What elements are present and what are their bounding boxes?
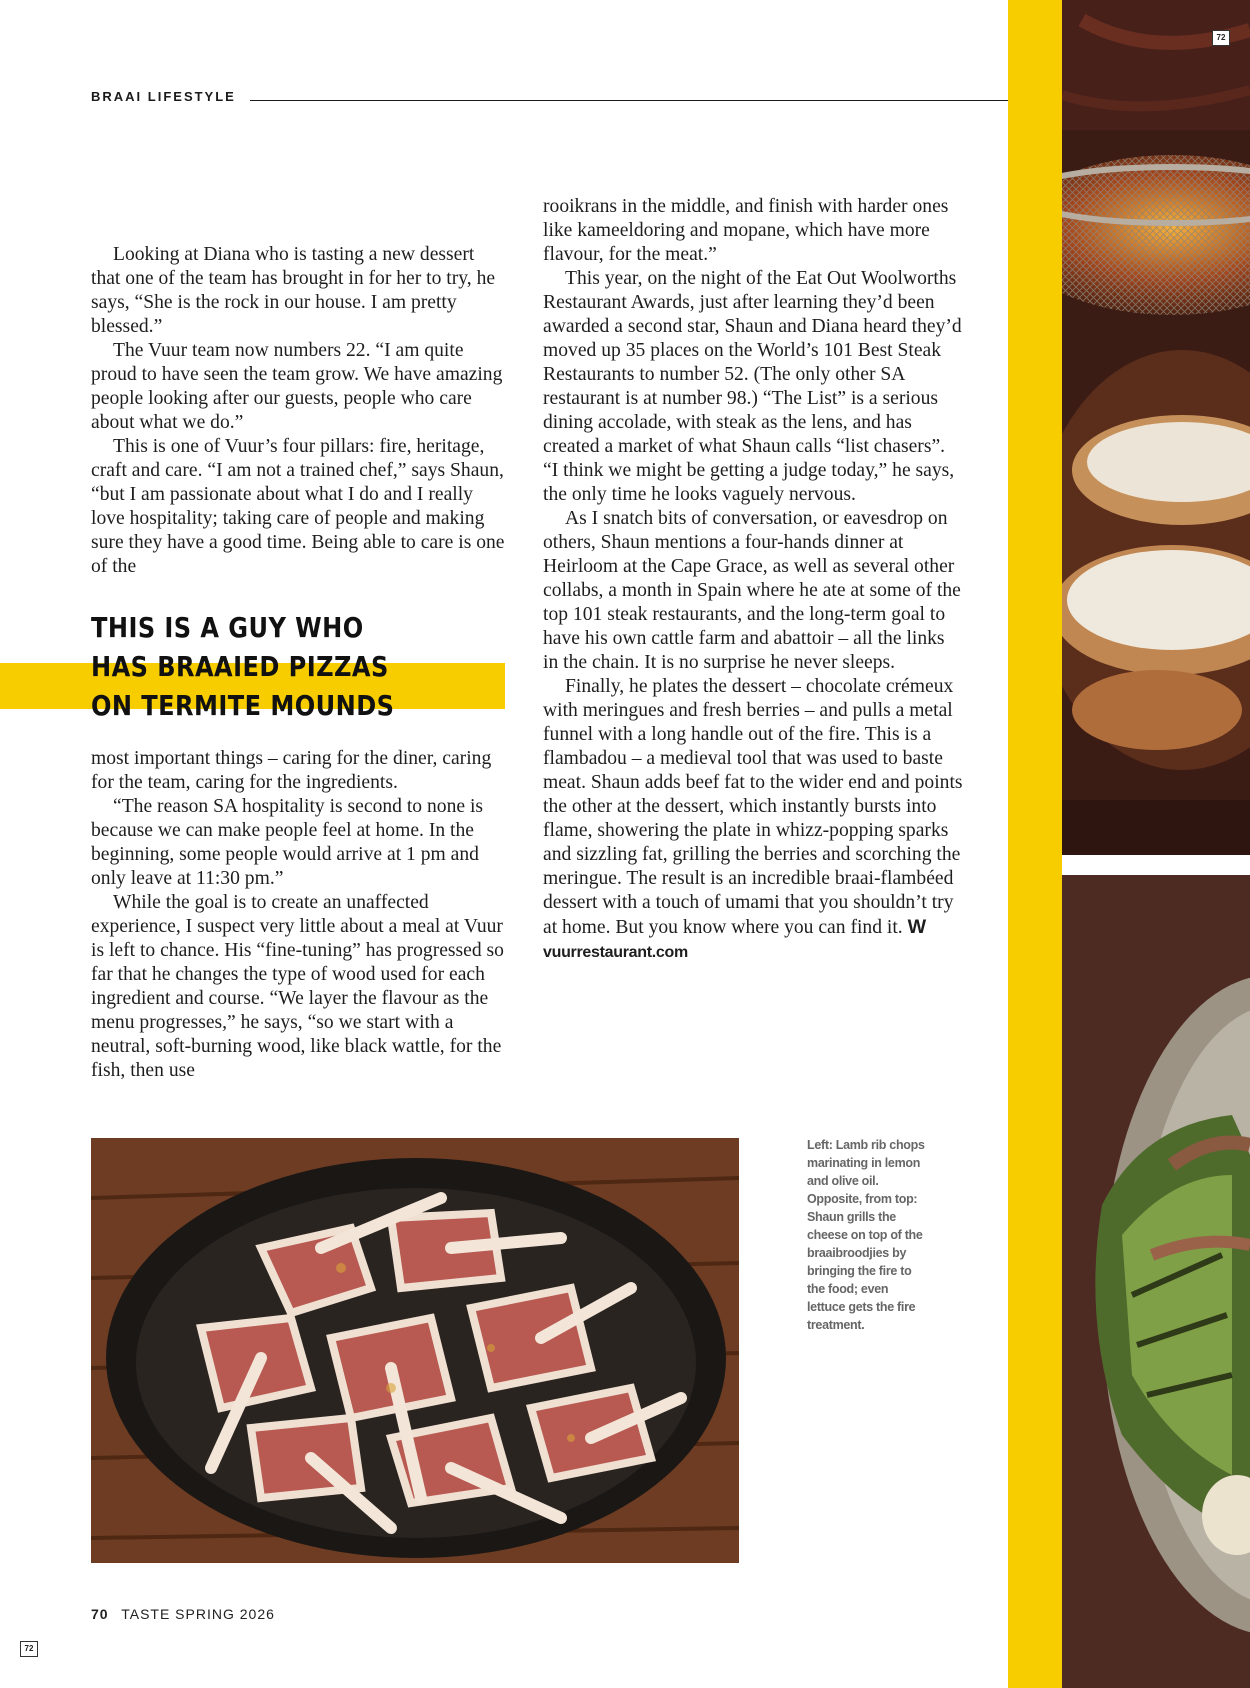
page-tag-top: 72 [1212,30,1230,46]
photo-caption: Left: Lamb rib chops marinating in lemon and olive oil. Opposite, from top: Shaun grills the cheese on top of the braaibroodjies by bringing the fire to the food; even lettuce gets the fire treatment. [807,1138,925,1332]
paragraph: While the goal is to create an unaffected experience, I suspect very little about a meal at Vuur is left to chance. His “fine-tuning” has progressed so far that he changes the type of wood used for each ingredient and course. “We layer the flavour as the menu progresses,” he says, “so we start with a neutral, soft-burning wood, like black wattle, for the fish, then use [91,892,504,1081]
pullquote-line: HAS BRAAIED PIZZAS [91,650,389,683]
pullquote [91,608,452,725]
page-number: 70 [91,1606,109,1622]
photo-grilled-lettuce [1062,875,1250,1688]
paragraph: rooikrans in the middle, and finish with harder ones like kameeldoring and mopane, which have more flavour, for the meat.” [543,196,949,265]
article-column-1-top [91,243,505,579]
paragraph-final [543,675,963,940]
end-mark: W [907,916,927,938]
url-line [543,940,963,965]
paragraph: “The reason SA hospitality is second to none is because we can make people feel at home. In the beginning, some people would arrive at 1 pm and only leave at 11:30 pm.” [91,796,484,889]
magazine-name: TASTE SPRING 2026 [121,1606,275,1622]
paragraph: most important things – caring for the diner, caring for the team, caring for the ingredients. [91,748,492,793]
header-rule [250,100,1062,101]
restaurant-url: vuurrestaurant.com [543,944,688,961]
page-footer [91,1606,275,1622]
yellow-accent-bar [1008,0,1062,1688]
paragraph: This year, on the night of the Eat Out Woolworths Restaurant Awards, just after learning they’d been awarded a second star, Shaun and Diana heard they’d moved up 35 places on the World’s 101 Best Steak Restaurants to number 52. (The only other SA restaurant is at number 98.) “The List” is a serious dining accolade, with steak as the lens, and has created a market of what Shaun calls “list chasers”. “I think we might be getting a judge today,” he says, the only time he looks vaguely nervous. [543,268,962,505]
article-column-1-bottom [91,747,505,1083]
pullquote-line: ON TERMITE MOUNDS [91,689,395,722]
article-column-2 [543,195,963,965]
pullquote-line: THIS IS A GUY WHO [91,611,364,644]
paragraph: The Vuur team now numbers 22. “I am quite proud to have seen the team grow. We have amazing people looking after our guests, people who care about what we do.” [91,340,503,433]
section-label: BRAAI LIFESTYLE [91,89,236,104]
paragraph: This is one of Vuur’s four pillars: fire, heritage, craft and care. “I am not a trained chef,” says Shaun, “but I am passionate about what I do and I really love hospitality; taking care of people and making sure they have a good time. Being able to care is one of the [91,436,505,577]
photo-lamb-chops [91,1138,739,1563]
paragraph: Looking at Diana who is tasting a new dessert that one of the team has brought in for her to try, he says, “She is the rock in our house. I am pretty blessed.” [91,244,496,337]
page-tag-bottom: 72 [20,1641,38,1657]
paragraph: As I snatch bits of conversation, or eavesdrop on others, Shaun mentions a four-hands dinner at Heirloom at the Cape Grace, as well as several other collabs, a month in Spain where he ate at some of the top 101 steak restaurants, and the long-term goal to have his own cattle farm and abattoir – all the links in the chain. It is no surprise he never sleeps. [543,508,961,673]
photo-grilled-breads [1062,0,1250,855]
paragraph-text: Finally, he plates the dessert – chocolate crémeux with meringues and fresh berries – and pulls a metal funnel with a long handle out of the fire. This is a flambadou – a medieval tool that was used to baste meat. Shaun adds beef fat to the wider end and points the other at the dessert, which instantly bursts into flame, showering the plate in whizz-popping sparks and sizzling fat, grilling the berries and scorching the meringue. The result is an incredible braai-flambéed dessert with a touch of umami that you shouldn’t try at home. But you know where you can find it. [543,676,963,938]
